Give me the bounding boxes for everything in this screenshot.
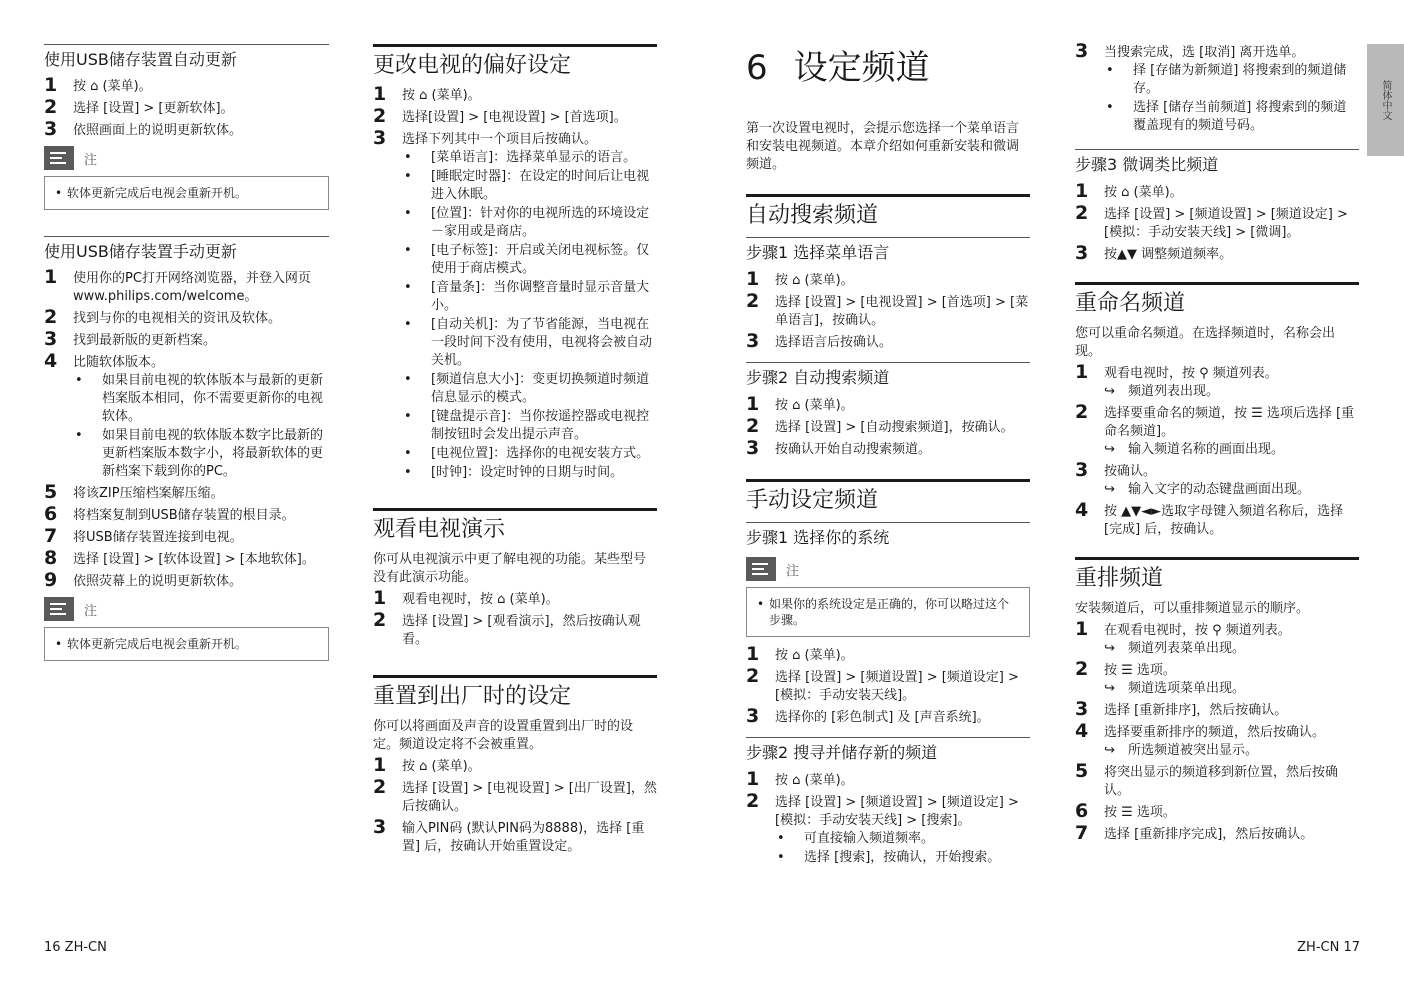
step: 3 选择下列其中一个项目后按确认。 • [菜单语言]：选择菜单显示的语言。 • [睡眠定时器]：在设定的时间后让电视进入休眠。 • [位置]：针对你的电视所选的环境设定－家用或是商店。 • [电子标签]：开启或关闭电视标签。仅使用于商店模式。 • [音量条]：当你调整音量时显示音量大小。 • [自动关机]：为了节省能源，当电视在一段时间下没有使用，电视将会被自动关机。 • [频道信息大小]：变更切换频道时频道信息显示的模式。 • [键盘提示音]：当你按遥控器或电视控制按钮时会发出提示声音。 • [电视位置]：选择你的电视安装方式。 • [时钟]：设定时钟的日期与时间。: [373, 131, 657, 482]
step: 2 选择[设置] > [电视设置] > [首选项]。: [373, 105, 627, 127]
section-title: 观看电视演示: [373, 508, 657, 545]
bullet: • [自动关机]：为了节省能源，当电视在一段时间下没有使用，电视将会被自动关机。: [402, 316, 657, 370]
note-icon: [44, 597, 74, 621]
step: 2 选择 [设置] > [频道设置] > [频道设定] > [模拟：手动安装天线]。: [746, 665, 1019, 703]
section-title: 使用USB储存装置手动更新: [44, 236, 329, 262]
page-footer-left: 16 ZH-CN: [44, 940, 107, 955]
note-icon: [746, 557, 776, 581]
search-icon: ⚲: [1212, 623, 1222, 638]
result-arrow-icon: ↪: [1104, 482, 1115, 497]
section-title: 手动设定频道: [746, 479, 1030, 516]
bullet: • [睡眠定时器]：在设定的时间后让电视进入休眠。: [402, 168, 657, 204]
bullet: • [电子标签]：开启或关闭电视标签。仅使用于商店模式。: [402, 242, 657, 278]
result: ↪ 输入文字的动态键盘画面出现。: [1104, 482, 1311, 497]
home-icon: ⌂: [1121, 185, 1130, 200]
step-title: 步骤2 搜寻并储存新的频道: [746, 737, 1030, 764]
step: 3 按确认开始自动搜索频道。: [746, 437, 932, 459]
section-title: 重排频道: [1075, 557, 1359, 594]
paragraph: 你可以将画面及声音的设置重置到出厂时的设定。频道设定将不会被重置。: [373, 719, 634, 752]
step: 1 按 ⌂ (菜单)。: [746, 643, 854, 665]
step-title: 步骤3 微调类比频道: [1075, 149, 1359, 176]
language-tab: 简体中文: [1367, 44, 1404, 156]
step: 6 将档案复制到USB储存装置的根目录。: [44, 503, 295, 525]
note-icon: [44, 146, 74, 170]
bullet: • [音量条]：当你调整音量时显示音量大小。: [402, 279, 657, 315]
search-icon: ⚲: [1199, 366, 1209, 381]
step-list: [1075, 180, 1359, 264]
home-icon: ⌂: [419, 759, 428, 774]
step: 3 依照画面上的说明更新软体。: [44, 118, 243, 140]
bullet-list: [73, 372, 329, 481]
step: 2 选择 [设置] > [频道设置] > [频道设定] > [模拟：手动安装天线] > [搜索]。 • 可直接输入频道频率。 • 选择 [搜索]，按确认，开始搜索。: [746, 794, 1030, 867]
note: 注 • 软体更新完成后电视会重新开机。: [44, 597, 329, 661]
column-4: [1075, 40, 1359, 858]
section-fine-tune: [1075, 149, 1359, 264]
paragraph: 你可从电视演示中更了解电视的功能。某些型号没有此演示功能。: [373, 552, 647, 585]
bullet-list: [402, 149, 657, 482]
bullet: • [键盘提示音]：当你按遥控器或电视控制按钮时会发出提示声音。: [402, 408, 657, 444]
section-title: 更改电视的偏好设定: [373, 44, 657, 81]
bullet: • [时钟]：设定时钟的日期与时间。: [402, 464, 657, 482]
bullet-list: [775, 830, 1030, 867]
options-icon: ☰: [1121, 805, 1133, 820]
page-footer-right: ZH-CN 17: [1297, 940, 1360, 955]
home-icon: ⌂: [792, 273, 801, 288]
bullet: • 如果目前电视的软体版本数字比最新的更新档案版本数字小，将最新软体的更新档案下载到你的PC。: [73, 427, 329, 481]
step-title: 步骤2 自动搜索频道: [746, 362, 1030, 389]
step-list: [373, 587, 657, 649]
step: 2 找到与你的电视相关的资讯及软体。: [44, 306, 282, 328]
note: 注 • 如果你的系统设定是正确的，你可以略过这个步骤。: [746, 557, 1030, 637]
column-3: [746, 44, 1030, 881]
home-icon: ⌂: [792, 648, 801, 663]
home-icon: ⌂: [497, 592, 506, 607]
column-1: [44, 44, 329, 675]
step: 2 选择 [设置] > [自动搜索频道]，按确认。: [746, 415, 1014, 437]
step-list: [746, 393, 1030, 459]
step: 2 选择 [设置] > [更新软体]。: [44, 96, 234, 118]
section-preferences: [373, 44, 657, 482]
note-text: • 软体更新完成后电视会重新开机。: [55, 185, 318, 201]
step: 2 选择要重命名的频道，按 ☰ 选项后选择 [重命名频道]。 ↪ 输入频道名称的画面出现。: [1075, 405, 1359, 459]
options-icon: ☰: [1121, 663, 1133, 678]
step: 4 按 ▲▼◄►选取字母键入频道名称后，选择 [完成] 后，按确认。: [1075, 499, 1344, 537]
home-icon: ⌂: [90, 79, 99, 94]
section-title: 重置到出厂时的设定: [373, 675, 657, 712]
step-list: [746, 268, 1030, 352]
bullet: • [频道信息大小]：变更切换频道时频道信息显示的模式。: [402, 371, 657, 407]
step: 2 按 ☰ 选项。 ↪ 频道选项菜单出现。: [1075, 662, 1359, 698]
bullet-list: [1104, 62, 1359, 135]
column-2: [373, 44, 657, 870]
bullet: • [菜单语言]：选择菜单显示的语言。: [402, 149, 657, 167]
step-title: 步骤1 选择菜单语言: [746, 237, 1030, 264]
step: 3 找到最新版的更新档案。: [44, 328, 217, 350]
step: 1 按 ⌂ (菜单)。: [44, 74, 152, 96]
step: 2 选择 [设置] > [频道设置] > [频道设定] > [模拟：手动安装天线] > [微调]。: [1075, 202, 1348, 240]
step-list: [373, 754, 657, 856]
step: 1 按 ⌂ (菜单)。: [1075, 180, 1183, 202]
chapter-intro: 第一次设置电视时，会提示您选择一个菜单语言和安装电视频道。本章介绍如何重新安装和微调频道。: [746, 121, 1020, 172]
result-arrow-icon: ↪: [1104, 384, 1115, 399]
section-usb-manual-update: [44, 236, 329, 661]
step: 1 在观看电视时，按 ⚲ 频道列表。 ↪ 频道列表菜单出现。: [1075, 622, 1359, 658]
bullet: • [位置]：针对你的电视所选的环境设定－家用或是商店。: [402, 205, 657, 241]
step: 5 将突出显示的频道移到新位置，然后按确认。: [1075, 760, 1339, 798]
section-usb-auto-update: [44, 44, 329, 210]
note-text: • 软体更新完成后电视会重新开机。: [55, 636, 318, 652]
note-text: • 如果你的系统设定是正确的，你可以略过这个步骤。: [757, 596, 1019, 628]
step: 4 比随软体版本。 • 如果目前电视的软体版本与最新的更新档案版本相同，你不需要更新你的电视软体。 • 如果目前电视的软体版本数字比最新的更新档案版本数字小，将最新软体的更新档案下载到你的PC。: [44, 354, 329, 481]
step: 2 选择 [设置] > [电视设置] > [首选项] > [菜单语言]，按确认。: [746, 290, 1029, 328]
result: ↪ 频道选项菜单出现。: [1104, 681, 1246, 696]
step: 3 当搜索完成，选 [取消] 离开选单。 • 择 [存储为新频道] 将搜索到的频道储存。 • 选择 [储存当前频道] 将搜索到的频道覆盖现有的频道号码。: [1075, 44, 1359, 135]
step: 3 选择 [重新排序]，然后按确认。: [1075, 698, 1288, 720]
result-arrow-icon: ↪: [1104, 743, 1115, 758]
bullet: • 如果目前电视的软体版本与最新的更新档案版本相同，你不需要更新你的电视软体。: [73, 372, 329, 426]
step: 5 将该ZIP压缩档案解压缩。: [44, 481, 224, 503]
step: 3 选择你的 [彩色制式] 及 [声音系统]。: [746, 705, 990, 727]
step: 4 选择要重新排序的频道，然后按确认。 ↪ 所选频道被突出显示。: [1075, 724, 1359, 760]
step-list: [746, 768, 1030, 867]
step: 1 按 ⌂ (菜单)。: [373, 83, 481, 105]
step: 1 使用你的PC打开网络浏览器，并登入网页www.philips.com/welcome。: [44, 266, 311, 304]
section-reorder: [1075, 557, 1359, 844]
result-arrow-icon: ↪: [1104, 442, 1115, 457]
options-icon: ☰: [1251, 406, 1263, 421]
section-title: 自动搜索频道: [746, 194, 1030, 231]
paragraph: 您可以重命名频道。在选择频道时，名称会出现。: [1075, 326, 1336, 359]
result: ↪ 频道列表出现。: [1104, 384, 1220, 399]
result: ↪ 所选频道被突出显示。: [1104, 743, 1259, 758]
step: 1 按 ⌂ (菜单)。: [746, 768, 854, 790]
bullet: • [电视位置]：选择你的电视安装方式。: [402, 445, 657, 463]
step-list: [1075, 361, 1359, 539]
result: ↪ 频道列表菜单出现。: [1104, 641, 1246, 656]
section-factory-reset: [373, 675, 657, 856]
step: 7 选择 [重新排序完成]，然后按确认。: [1075, 822, 1314, 844]
step: 3 按确认。 ↪ 输入文字的动态键盘画面出现。: [1075, 463, 1359, 499]
step: 9 依照荧幕上的说明更新软体。: [44, 569, 243, 591]
section-title: 重命名频道: [1075, 282, 1359, 319]
section-search-continued: [1075, 40, 1359, 135]
step-list: [1075, 40, 1359, 135]
step-title: 步骤1 选择你的系统: [746, 522, 1030, 549]
result-arrow-icon: ↪: [1104, 681, 1115, 696]
step-list: [1075, 618, 1359, 844]
result: ↪ 输入频道名称的画面出现。: [1104, 442, 1285, 457]
bullet: • 择 [存储为新频道] 将搜索到的频道储存。: [1104, 62, 1359, 98]
paragraph: 安装频道后，可以重排频道显示的顺序。: [1075, 601, 1310, 616]
step: 1 观看电视时，按 ⌂ (菜单)。: [373, 587, 559, 609]
step-list: [44, 266, 329, 591]
step: 3 输入PIN码 (默认PIN码为8888)，选择 [重置] 后，按确认开始重置设定。: [373, 816, 645, 854]
home-icon: ⌂: [792, 773, 801, 788]
step-list: [44, 74, 329, 140]
step: 1 按 ⌂ (菜单)。: [746, 393, 854, 415]
section-demo: [373, 508, 657, 649]
step: 1 按 ⌂ (菜单)。: [746, 268, 854, 290]
step: 7 将USB储存装置连接到电视。: [44, 525, 243, 547]
step: 6 按 ☰ 选项。: [1075, 800, 1176, 822]
home-icon: ⌂: [792, 398, 801, 413]
section-title: 使用USB储存装置自动更新: [44, 44, 329, 70]
section-manual-setup: [746, 479, 1030, 867]
step: 3 选择语言后按确认。: [746, 330, 893, 352]
note: 注 • 软体更新完成后电视会重新开机。: [44, 146, 329, 210]
home-icon: ⌂: [419, 88, 428, 103]
section-rename: [1075, 282, 1359, 539]
step: 2 选择 [设置] > [观看演示]，然后按确认观看。: [373, 609, 641, 647]
section-auto-search: [746, 194, 1030, 459]
result-arrow-icon: ↪: [1104, 641, 1115, 656]
chapter-heading: 6 设定频道: [746, 48, 930, 88]
step: 3 按▲▼ 调整频道频率。: [1075, 242, 1233, 264]
step: 8 选择 [设置] > [软体设置] > [本地软体]。: [44, 547, 315, 569]
bullet: • 可直接输入频道频率。: [775, 830, 1030, 848]
step: 1 观看电视时，按 ⚲ 频道列表。 ↪ 频道列表出现。: [1075, 365, 1359, 401]
step-list: [746, 643, 1030, 727]
step-list: [373, 83, 657, 482]
bullet: • 选择 [储存当前频道] 将搜索到的频道覆盖现有的频道号码。: [1104, 99, 1359, 135]
step: 1 按 ⌂ (菜单)。: [373, 754, 481, 776]
bullet: • 选择 [搜索]，按确认，开始搜索。: [775, 849, 1030, 867]
step: 2 选择 [设置] > [电视设置] > [出厂设置]，然后按确认。: [373, 776, 657, 814]
